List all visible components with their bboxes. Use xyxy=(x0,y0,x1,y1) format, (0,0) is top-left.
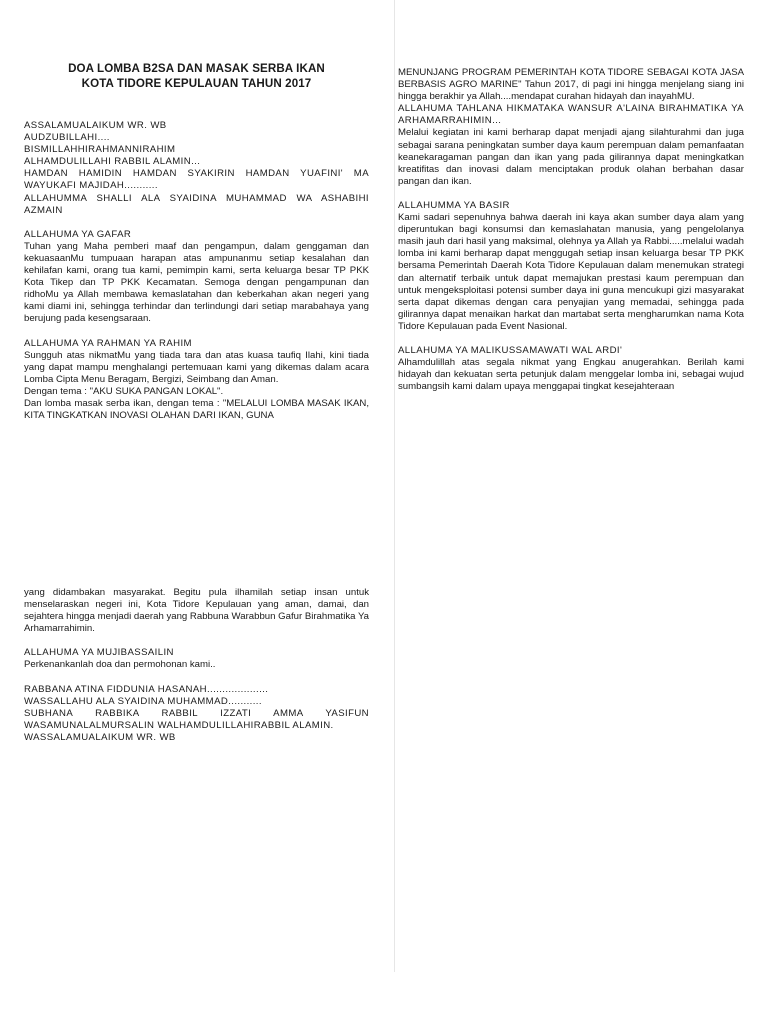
section-body: Kami sadari sepenuhnya bahwa daerah ini kaya akan sumber daya alam yang diperuntukan bagi konsumsi dan kemaslahatan manusia, yang pengelolanya masih jauh dari hasil yang maksimal, olehnya ya Allah ya Rabbi.....melalui wadah lomba ini kami berharap dapat menggugah setiap insan keluarga besar TP PKK bersama Pemerintah Daerah Kota Tidore Kepulauan dalam menemukan strategi dan alternatif terbaik untuk dapat memajukan prestasi kaum perempuan dan untuk mengeksploitasi potensi sumber daya ini guna mencukupi gizi masyarakat serta dapat dikemas dengan cara penyajian yang memadai, sehingga pada gilirannya dapat menaikan harkat dan martabat serta mengharumkan nama Kota Tidore Kepulauan pada Event Nasional. xyxy=(398,212,744,332)
prayer-line: ALLAHUMA TAHLANA HIKMATAKA WANSUR A'LAINA BIRAHMATIKA YA ARHAMARRAHIMIN... xyxy=(398,103,744,127)
closing-block xyxy=(24,684,369,744)
theme-line: Dengan tema : "AKU SUKA PANGAN LOKAL". xyxy=(24,385,224,397)
opening-line: HAMDAN HAMIDIN HAMDAN SYAKIRIN HAMDAN YUAFINI' MA WAYUKAFI MAJIDAH........... xyxy=(24,168,369,192)
section-body: Tuhan yang Maha pemberi maaf dan pengampun, dalam genggaman dan kekuasaanMu tumpuaan harapan atas ampunanmu setiap kesalahan dan kehilafan kami, orang tua kami, pemimpin kami, serta keluarga besar TP PKK Kota Tikep dan TP PKK Kecamatan. Semoga dengan pengampunan dan ridhoMu ya Allah membawa kemaslatahan dan keberkahan akan negeri yang kami diami ini, sehingga terhindar dan terlindungi dari setiap marabahaya yang berujung pada kesengsaraan. xyxy=(24,240,369,325)
opening-line: BISMILLAHHIRAHMANNIRAHIM xyxy=(24,144,176,156)
title-line-1: DOA LOMBA B2SA DAN MASAK SERBA IKAN xyxy=(68,62,325,75)
section-heading: ALLAHUMA YA MALIKUSSAMAWATI WAL ARDI' xyxy=(398,344,623,356)
section-heading: ALLAHUMA YA GAFAR xyxy=(24,228,132,240)
section-body: Perkenankanlah doa dan permohonan kami.. xyxy=(24,659,216,671)
continued-text: MENUNJANG PROGRAM PEMERINTAH KOTA TIDORE SEBAGAI KOTA JASA BERBASIS AGRO MARINE" Tahun 2017, di pagi ini hingga menjelang siang ini hingga berakhir ya Allah....mendapat curahan hidayah dan inayahMU. xyxy=(398,67,744,103)
page-divider xyxy=(394,0,395,972)
section-body: Alhamdulillah atas segala nikmat yang Engkau anugerahkan. Berilah kami hidayah dan kekuatan serta petunjuk dalam menggelar lomba ini, sebagai wujud sumbangsih kami dalam upaya menggapai tingkat kesejahteraan xyxy=(398,357,744,393)
opening-line: ASSALAMUALAIKUM WR. WB xyxy=(24,120,167,131)
opening-block xyxy=(24,120,369,217)
closing-line: SUBHANA RABBIKA RABBIL IZZATI AMMA YASIFUN WASAMUNALALMURSALIN WALHAMDULILLAHIRABBIL ALAMIN. xyxy=(24,707,369,731)
opening-line: ALHAMDULILLAHI RABBIL ALAMIN... xyxy=(24,156,201,168)
section-body: Sungguh atas nikmatMu yang tiada tara dan atas kuasa taufiq Ilahi, kini tiada yang dapat mampu menghalangi pertemuaan kami yang dikemas dalam acara Lomba Cipta Menu Beragam, Bergizi, Seimbang dan Aman. xyxy=(24,349,369,385)
right-column xyxy=(398,67,744,393)
section-body: Melalui kegiatan ini kami berharap dapat menjadi ajang silahturahmi dan juga sebagai sarana peningkatan sumber daya kaum perempuan dalam pemanfaatan keanekaragaman pangan dan ikan yang pada gilirannya dapat meningkatkan kreatifitas dan inovasi dalam menciptakan produk olahan berbahan dasar pangan dan ikan. xyxy=(398,127,744,187)
section-heading: ALLAHUMA YA MUJIBASSAILIN xyxy=(24,647,174,659)
section-body: Dan lomba masak serba ikan, dengan tema : "MELALUI LOMBA MASAK IKAN, KITA TINGKATKAN INOVASI OLAHAN DARI IKAN, GUNA xyxy=(24,397,369,422)
opening-line: AUDZUBILLAHI.... xyxy=(24,132,110,144)
closing-line: RABBANA ATINA FIDDUNIA HASANAH.................... xyxy=(24,683,269,695)
closing-line: WASSALLAHU ALA SYAIDINA MUHAMMAD........... xyxy=(24,695,262,707)
document-title xyxy=(24,61,369,91)
section-heading: ALLAHUMA YA RAHMAN YA RAHIM xyxy=(24,337,192,349)
left-column-top xyxy=(24,120,369,422)
continued-text: yang didambakan masyarakat. Begitu pula ilhamilah setiap insan untuk menselaraskan negeri ini, Kota Tidore Kepulauan yang aman, damai, dan sejahtera hingga menjadi daerah yang Rabbuna Warabbun Gafur Birahmatika Ya Arhamarrahimin. xyxy=(24,587,369,635)
opening-line: ALLAHUMMA SHALLI ALA SYAIDINA MUHAMMAD WA ASHABIHI AZMAIN xyxy=(24,192,369,216)
title-line-2: KOTA TIDORE KEPULAUAN TAHUN 2017 xyxy=(81,77,312,90)
section-heading: ALLAHUMMA YA BASIR xyxy=(398,199,510,211)
closing-line: WASSALAMUALAIKUM WR. WB xyxy=(24,731,176,743)
left-column-bottom xyxy=(24,587,369,744)
